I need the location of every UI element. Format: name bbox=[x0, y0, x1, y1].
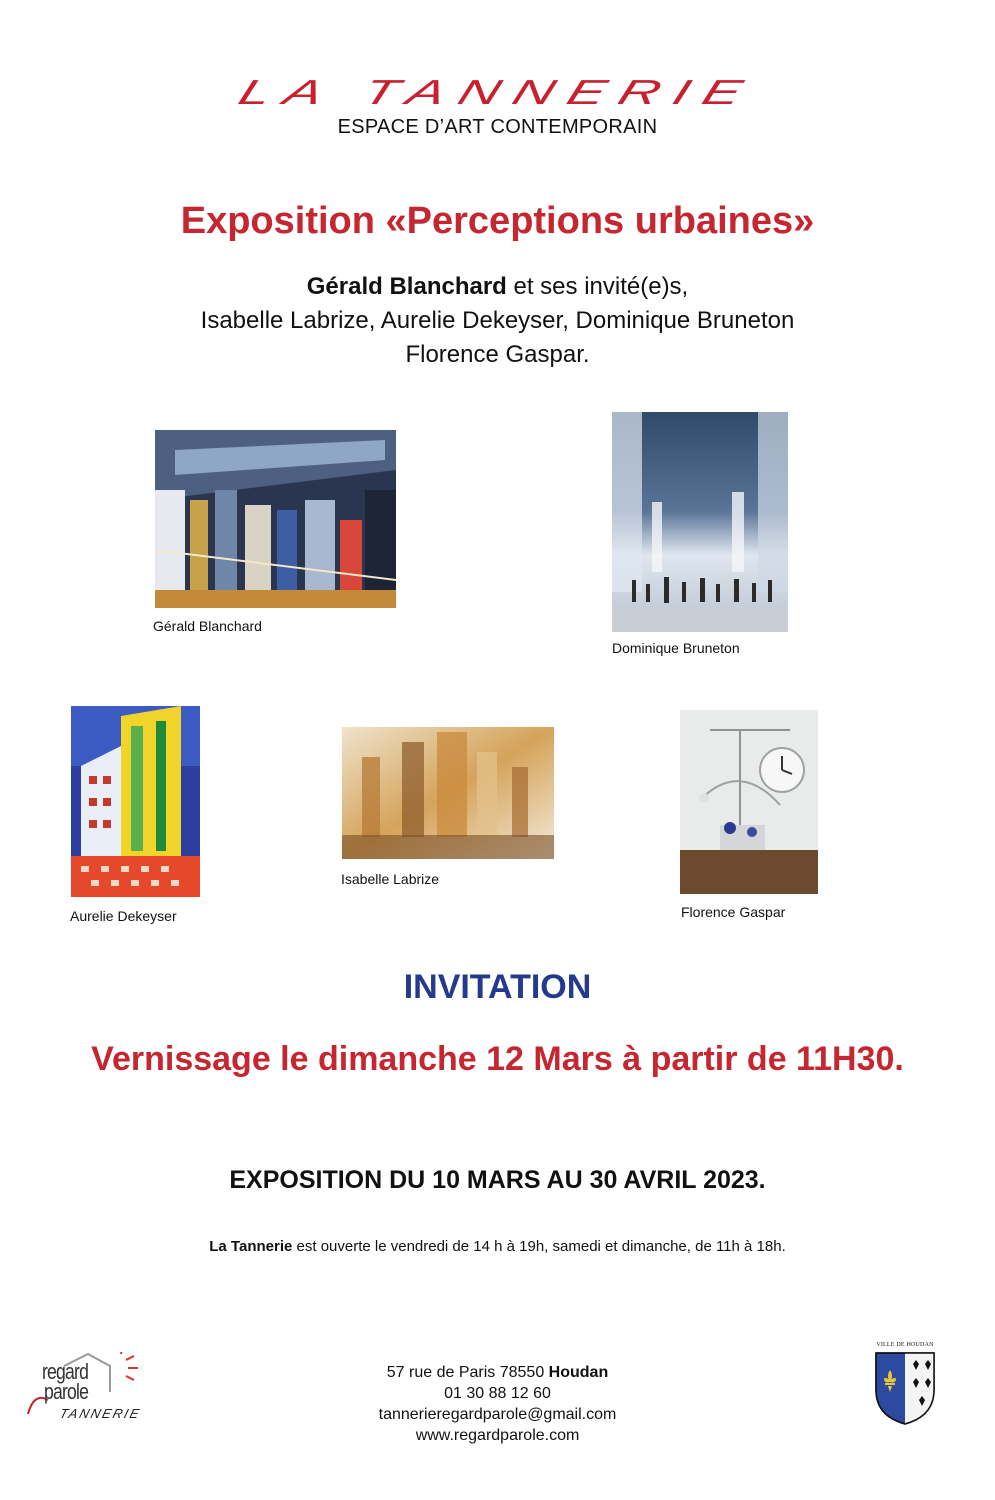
opening-hours bbox=[0, 1238, 995, 1255]
artists-line-last: Florence Gaspar. bbox=[405, 341, 590, 368]
artwork-dekeyser bbox=[71, 706, 200, 897]
artists-line-lead bbox=[0, 270, 995, 304]
email-link[interactable]: tannerieregardparole@gmail.com bbox=[378, 1406, 617, 1423]
artwork-blanchard bbox=[155, 430, 396, 608]
logo-parole: parole bbox=[44, 1379, 89, 1404]
artists-list bbox=[0, 270, 995, 372]
vernissage-line: Vernissage le dimanche 12 Mars à partir de 11H30. bbox=[91, 1040, 904, 1078]
hours-text: est ouverte le vendredi de 14 h à 19h, samedi et dimanche, de 11h à 18h. bbox=[292, 1238, 786, 1255]
exhibition-dates: EXPOSITION DU 10 MARS AU 30 AVRIL 2023. bbox=[229, 1166, 766, 1194]
artwork-labrize bbox=[342, 727, 554, 859]
logo-regard: regard bbox=[42, 1359, 89, 1384]
regard-parole-logo bbox=[26, 1352, 156, 1427]
caption-dekeyser: Aurelie Dekeyser bbox=[70, 908, 177, 924]
lead-artist: Gérald Blanchard bbox=[306, 273, 507, 300]
caption-blanchard: Gérald Blanchard bbox=[153, 618, 262, 634]
website-link[interactable]: www.regardparole.com bbox=[415, 1427, 580, 1444]
logo-subtitle: ESPACE D’ART CONTEMPORAIN bbox=[337, 116, 658, 138]
houdan-coat-of-arms bbox=[873, 1342, 937, 1426]
artwork-bruneton bbox=[612, 412, 788, 632]
phone: 01 30 88 12 60 bbox=[444, 1385, 551, 1402]
logo-tannerie-small: TANNERIE bbox=[57, 1406, 143, 1421]
address-city: Houdan bbox=[548, 1364, 609, 1381]
venue-name: La Tannerie bbox=[209, 1238, 293, 1255]
artwork-gaspar bbox=[680, 710, 818, 894]
logo-la-tannerie: LA TANNERIE bbox=[233, 72, 762, 112]
caption-bruneton: Dominique Bruneton bbox=[612, 640, 740, 656]
invitation-heading: INVITATION bbox=[403, 968, 592, 1006]
exhibition-title: Exposition «Perceptions urbaines» bbox=[180, 200, 815, 242]
coat-label: VILLE DE HOUDAN bbox=[876, 1342, 934, 1348]
artists-line-guests: Isabelle Labrize, Aurelie Dekeyser, Dominique Bruneton bbox=[200, 307, 795, 334]
caption-gaspar: Florence Gaspar bbox=[681, 904, 786, 920]
lead-suffix: et ses invité(e)s, bbox=[506, 273, 689, 300]
address-prefix: 57 rue de Paris 78550 bbox=[386, 1364, 549, 1381]
caption-labrize: Isabelle Labrize bbox=[341, 871, 440, 887]
